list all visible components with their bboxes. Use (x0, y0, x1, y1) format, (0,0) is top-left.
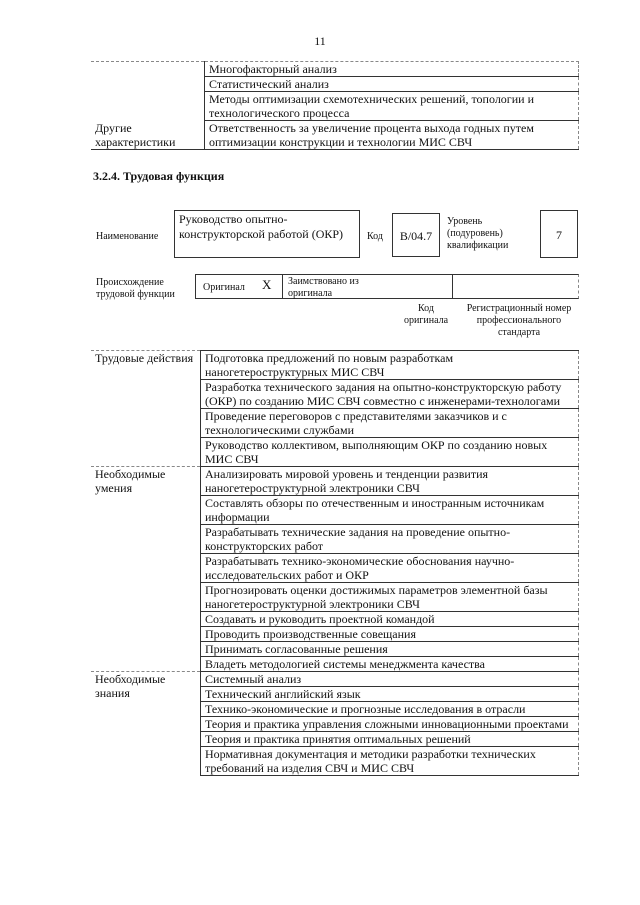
row-label (91, 62, 205, 121)
table-cell: Составлять обзоры по отечественным и иностранным источникам информации (201, 496, 579, 525)
table-cell: Теория и практика принятия оптимальных решений (201, 732, 579, 747)
group-label-knowledge: Необходимые знания (91, 672, 201, 776)
page-number: 11 (314, 34, 326, 48)
table-cell: Методы оптимизации схемотехнических решений, топологии и технологического процесса (205, 92, 579, 121)
continuation-table (91, 61, 579, 150)
level-value: 7 (540, 210, 578, 258)
table-cell: Технический английский язык (201, 687, 579, 702)
table-cell: Разрабатывать технические задания на проведение опытно-конструкторских работ (201, 525, 579, 554)
divider (452, 275, 453, 298)
origin-row (195, 274, 579, 299)
table-cell: Технико-экономические и прогнозные исследования в отрасли (201, 702, 579, 717)
group-label-skills: Необходимые умения (91, 467, 201, 672)
table-cell: Анализировать мировой уровень и тенденции развития наногетероструктурной электроники СВЧ (201, 467, 579, 496)
table-cell: Прогнозировать оценки достижимых параметров элементной базы наногетероструктурной электроники СВЧ (201, 583, 579, 612)
borrowed-label: Заимствовано из оригинала (288, 276, 359, 299)
code-label: Код (367, 231, 383, 242)
table-cell: Создавать и руководить проектной командой (201, 612, 579, 627)
reg-number-label: Регистрационный номер профессионального стандарта (466, 303, 572, 338)
table-cell: Статистический анализ (205, 77, 579, 92)
table-cell: Ответственность за увеличение процента выхода годных путем оптимизации конструкции и технологии МИС СВЧ (205, 121, 579, 150)
table-cell: Проводить производственные совещания (201, 627, 579, 642)
row-label: Другие характеристики (91, 121, 205, 150)
table-cell: Теория и практика управления сложными инновационными проектами (201, 717, 579, 732)
table-cell: Подготовка предложений по новым разработкам наногетероструктурных МИС СВЧ (201, 351, 579, 380)
table-cell: Многофакторный анализ (205, 62, 579, 77)
name-value: Руководство опытно-конструкторской работой (ОКР) (174, 210, 360, 258)
table-cell: Принимать согласованные решения (201, 642, 579, 657)
table-cell: Проведение переговоров с представителями заказчиков и с технологическими службами (201, 409, 579, 438)
original-mark: X (262, 277, 272, 292)
table-cell: Разрабатывать технико-экономические обоснования научно-исследовательских работ и ОКР (201, 554, 579, 583)
origin-label: Происхождение трудовой функции (96, 277, 175, 300)
table-cell: Разработка технического задания на опытно-конструкторскую работу (ОКР) по созданию МИС СВЧ совместно с инженерами-технологами (201, 380, 579, 409)
table-cell: Системный анализ (201, 672, 579, 687)
labor-function-table (91, 350, 579, 776)
divider (282, 275, 283, 298)
table-cell: Владеть методологией системы менеджмента качества (201, 657, 579, 672)
table-cell: Нормативная документация и методики разработки технических требований на изделия СВЧ и МИС СВЧ (201, 747, 579, 776)
table-cell: Руководство коллективом, выполняющим ОКР по созданию новых МИС СВЧ (201, 438, 579, 467)
code-original-label: Код оригинала (403, 303, 449, 326)
original-label: Оригинал (203, 282, 245, 293)
level-label: Уровень (подуровень) квалификации (447, 216, 509, 251)
name-label: Наименование (96, 231, 159, 242)
code-value: B/04.7 (392, 213, 440, 257)
group-label-actions: Трудовые действия (91, 351, 201, 467)
section-heading: 3.2.4. Трудовая функция (93, 169, 225, 183)
